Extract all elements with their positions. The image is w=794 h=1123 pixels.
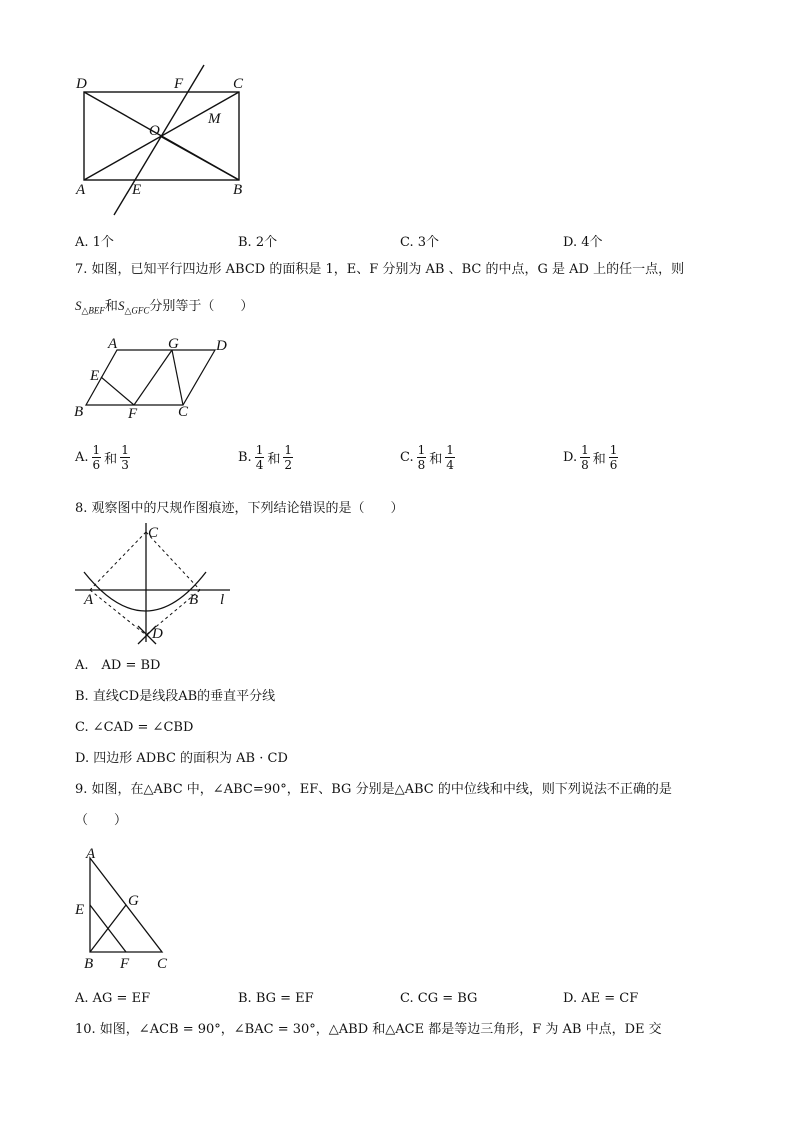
q7-label-C: C [178, 404, 189, 420]
q6-option-b[interactable]: B. 2个 [238, 235, 278, 250]
q9-figure [70, 842, 180, 972]
q7-option-d-frac2: $\frac{1}{6}$ [609, 443, 618, 472]
q7-label-B: B [74, 404, 84, 420]
q7-option-c-frac2: $\frac{1}{4}$ [446, 443, 454, 472]
q8-stem: 8. 观察图中的尺规作图痕迹，下列结论错误的是（ ） [75, 501, 404, 516]
q7-option-a[interactable] [75, 443, 131, 472]
q7-option-d-frac1: $\frac{1}{8}$ [581, 443, 589, 472]
q7-figure [70, 330, 240, 425]
q7-and: 和 [104, 299, 118, 314]
q7-stem-line1: 7. 如图，已知平行四边形 ABCD 的面积是 1，E、F 分别为 AB 、BC 的中点，G 是 AD 上的任一点，则 [75, 262, 685, 277]
q6-figure [70, 60, 260, 220]
q9-label-F: F [120, 956, 130, 972]
q9-label-E: E [75, 902, 85, 918]
q9-option-d[interactable]: D. AE = CF [563, 991, 639, 1006]
q6-option-d[interactable]: D. 4个 [563, 235, 603, 250]
q7-s2-sub: △GFC [124, 305, 150, 316]
q8-label-C: C [148, 525, 159, 541]
q7-option-d-letter: D. [563, 450, 578, 465]
q9-label-C: C [157, 956, 168, 972]
q7-label-E: E [90, 368, 100, 384]
q6-option-c[interactable]: C. 3个 [400, 235, 440, 250]
q6-label-M: M [208, 111, 221, 127]
q7-option-b-frac2: $\frac{1}{2}$ [284, 443, 292, 472]
q8-option-b[interactable]: B. 直线CD是线段AB的垂直平分线 [75, 689, 276, 704]
q8-figure [70, 520, 240, 645]
q7-option-b-and: 和 [267, 452, 281, 467]
q8-option-d[interactable]: D. 四边形 ADBC 的面积为 AB · CD [75, 751, 288, 766]
q7-option-d[interactable] [563, 443, 619, 472]
q6-label-F: F [174, 76, 184, 92]
q9-stem-line1: 9. 如图，在△ABC 中，∠ABC=90°，EF、BG 分别是△ABC 的中位线和中线，则下列说法不正确的是 [75, 782, 672, 797]
q7-option-c-letter: C. [400, 450, 414, 465]
q7-option-c[interactable] [400, 443, 456, 472]
q7-option-a-frac1: $\frac{1}{6}$ [92, 443, 101, 472]
q8-option-a[interactable]: A. AD = BD [75, 658, 161, 673]
q9-stem-line2: （ ） [75, 813, 128, 828]
q7-tail: 分别等于（ ） [149, 299, 254, 314]
q6-label-B: B [233, 182, 243, 198]
q8-label-l: l [220, 592, 225, 608]
q9-label-G: G [128, 893, 139, 909]
q7-stem-line2 [75, 297, 253, 320]
q6-option-a[interactable]: A. 1个 [75, 235, 114, 250]
q7-option-a-and: 和 [104, 452, 118, 467]
q7-option-b-frac1: $\frac{1}{4}$ [255, 443, 264, 472]
q7-label-F: F [128, 406, 138, 422]
q8-label-A: A [84, 592, 94, 608]
q7-label-A: A [108, 336, 118, 352]
q7-s1: S [75, 298, 82, 313]
q7-s1-sub: △BEF [81, 305, 105, 316]
q7-option-c-and: 和 [429, 452, 443, 467]
q6-label-C: C [233, 76, 244, 92]
q7-option-d-and: 和 [592, 452, 606, 467]
q7-label-D: D [216, 338, 227, 354]
q6-label-O: O [149, 123, 160, 139]
q9-option-a[interactable]: A. AG = EF [75, 991, 151, 1006]
q9-label-B: B [84, 956, 94, 972]
q7-s2: S [117, 298, 125, 313]
q7-option-b-letter: B. [238, 450, 252, 465]
q8-label-D: D [152, 626, 163, 642]
q10-stem-line1: 10. 如图，∠ACB = 90°，∠BAC = 30°，△ABD 和△ACE 都是等边三角形，F 为 AB 中点，DE 交 [75, 1022, 662, 1037]
q6-label-E: E [132, 182, 142, 198]
q7-option-a-letter: A. [75, 450, 89, 465]
q6-label-A: A [76, 182, 86, 198]
q8-option-c[interactable]: C. ∠CAD = ∠CBD [75, 720, 194, 735]
q9-option-b[interactable]: B. BG = EF [238, 991, 314, 1006]
q7-option-a-frac2: $\frac{1}{3}$ [121, 443, 129, 472]
q8-label-B: B [189, 592, 199, 608]
q7-label-G: G [168, 336, 179, 352]
q7-option-b[interactable] [238, 443, 294, 472]
q9-option-c[interactable]: C. CG = BG [400, 991, 478, 1006]
q9-label-A: A [86, 846, 96, 862]
q7-option-c-frac1: $\frac{1}{8}$ [417, 443, 426, 472]
q6-label-D: D [76, 76, 87, 92]
